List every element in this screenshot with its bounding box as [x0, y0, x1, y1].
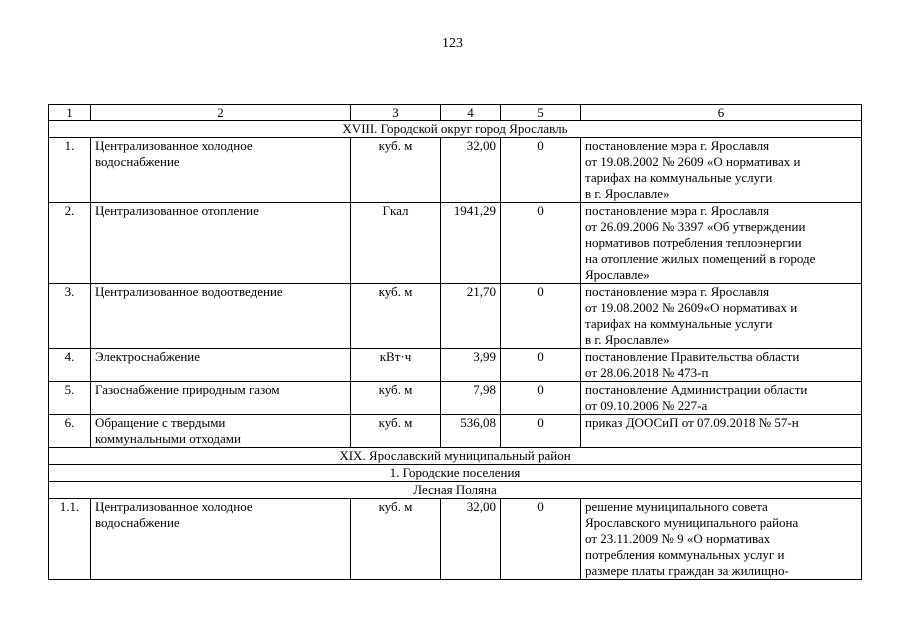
norm-value: 32,00 — [441, 138, 501, 203]
row-number: 1.1. — [49, 499, 91, 580]
service-name: Централизованное водоотведение — [91, 284, 351, 349]
unit: Гкал — [351, 203, 441, 284]
extra-value: 0 — [501, 349, 581, 382]
legal-document: приказ ДООСиП от 07.09.2018 № 57-н — [581, 415, 862, 448]
unit: куб. м — [351, 284, 441, 349]
locality-heading: Лесная Поляна — [49, 482, 862, 499]
page-number: 123 — [442, 36, 463, 51]
table-row — [49, 382, 862, 415]
extra-value: 0 — [501, 203, 581, 284]
norm-value: 536,08 — [441, 415, 501, 448]
subsection-heading: 1. Городские поселения — [49, 465, 862, 482]
norm-value: 21,70 — [441, 284, 501, 349]
row-number: 4. — [49, 349, 91, 382]
row-number: 1. — [49, 138, 91, 203]
unit: куб. м — [351, 138, 441, 203]
norm-value: 7,98 — [441, 382, 501, 415]
service-name: Газоснабжение природным газом — [91, 382, 351, 415]
tariff-table — [48, 104, 862, 580]
legal-document: постановление Администрации области от 09.10.2006 № 227-а — [581, 382, 862, 415]
header-cell: 4 — [441, 105, 501, 121]
extra-value: 0 — [501, 415, 581, 448]
header-cell: 5 — [501, 105, 581, 121]
legal-document: постановление мэра г. Ярославля от 19.08.2002 № 2609«О нормативах и тарифах на коммунальные услуги в г. Ярославле» — [581, 284, 862, 349]
unit: кВт·ч — [351, 349, 441, 382]
table-row — [49, 499, 862, 580]
legal-document: решение муниципального совета Ярославского муниципального района от 23.11.2009 № 9 «О нормативах потребления коммунальных услуг и размере платы граждан за жилищно- — [581, 499, 862, 580]
legal-document: постановление Правительства области от 28.06.2018 № 473-п — [581, 349, 862, 382]
row-number: 6. — [49, 415, 91, 448]
extra-value: 0 — [501, 382, 581, 415]
legal-document: постановление мэра г. Ярославля от 19.08.2002 № 2609 «О нормативах и тарифах на коммунальные услуги в г. Ярославле» — [581, 138, 862, 203]
unit: куб. м — [351, 415, 441, 448]
table-row — [49, 203, 862, 284]
extra-value: 0 — [501, 284, 581, 349]
row-number: 3. — [49, 284, 91, 349]
header-cell: 6 — [581, 105, 862, 121]
extra-value: 0 — [501, 499, 581, 580]
service-name: Обращение с твердыми коммунальными отходами — [91, 415, 351, 448]
table-row — [49, 138, 862, 203]
service-name: Электроснабжение — [91, 349, 351, 382]
table-row — [49, 415, 862, 448]
service-name: Централизованное холодное водоснабжение — [91, 138, 351, 203]
legal-document: постановление мэра г. Ярославля от 26.09.2006 № 3397 «Об утверждении нормативов потребления теплоэнергии на отопление жилых помещений в городе Ярославле» — [581, 203, 862, 284]
service-name: Централизованное холодное водоснабжение — [91, 499, 351, 580]
norm-value: 1941,29 — [441, 203, 501, 284]
row-number: 2. — [49, 203, 91, 284]
header-row — [49, 105, 862, 121]
header-cell: 2 — [91, 105, 351, 121]
norm-value: 32,00 — [441, 499, 501, 580]
section-heading: XVIII. Городской округ город Ярославль — [49, 121, 862, 138]
extra-value: 0 — [501, 138, 581, 203]
header-cell: 1 — [49, 105, 91, 121]
unit: куб. м — [351, 382, 441, 415]
header-cell: 3 — [351, 105, 441, 121]
table-row — [49, 284, 862, 349]
row-number: 5. — [49, 382, 91, 415]
norm-value: 3,99 — [441, 349, 501, 382]
service-name: Централизованное отопление — [91, 203, 351, 284]
section-heading: XIX. Ярославский муниципальный район — [49, 448, 862, 465]
table-row — [49, 349, 862, 382]
unit: куб. м — [351, 499, 441, 580]
